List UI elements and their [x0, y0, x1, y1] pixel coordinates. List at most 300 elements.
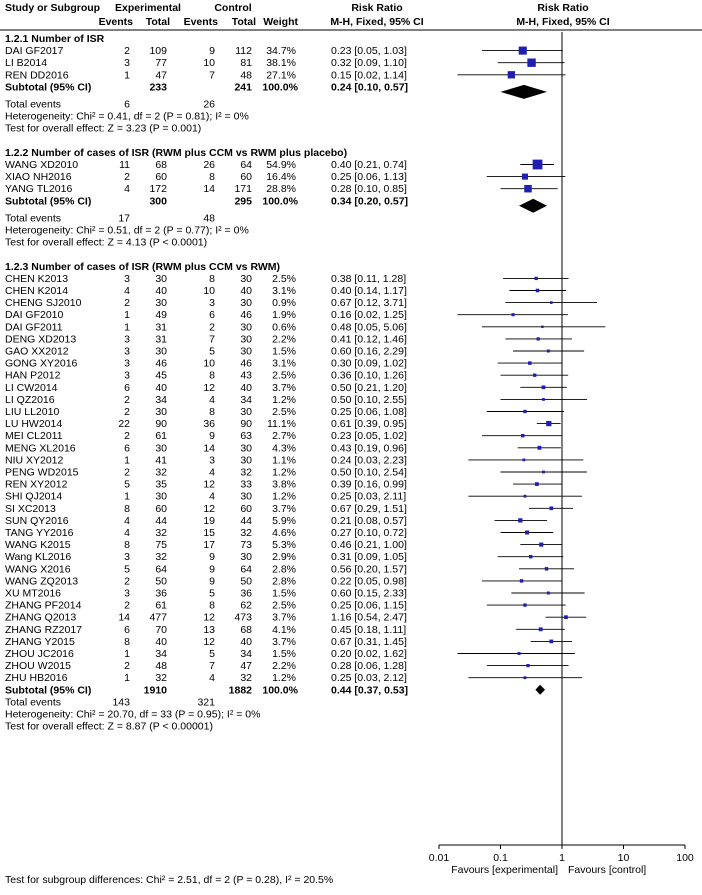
total-exp: 36 [155, 587, 167, 600]
total-exp: 50 [155, 575, 167, 588]
weight-value: 5.3% [272, 539, 296, 552]
study-name: YANG TL2016 [5, 183, 73, 196]
study-name: LI CW2014 [5, 381, 58, 394]
ci-value: 0.25 [0.06, 1.13] [331, 171, 407, 184]
events-exp: 8 [124, 635, 130, 648]
study-name: ZHANG Y2015 [5, 635, 75, 648]
total-exp: 90 [155, 418, 167, 431]
total-exp: 32 [155, 672, 167, 685]
total-events-ctl: 321 [197, 696, 215, 709]
study-marker [537, 337, 540, 340]
study-name: REN XY2012 [5, 478, 68, 491]
subtotal-total-ctl: 295 [234, 195, 252, 208]
events-ctl: 5 [209, 648, 215, 660]
total-ctl: 112 [235, 45, 252, 58]
events-ctl: 9 [209, 551, 215, 564]
study-marker [523, 603, 526, 606]
weight-value: 2.9% [272, 551, 296, 564]
events-exp: 3 [124, 369, 130, 382]
study-marker [539, 543, 543, 547]
events-ctl: 14 [203, 442, 215, 455]
study-marker [545, 567, 548, 570]
header-plot-title: Risk Ratio [537, 2, 589, 14]
header-control-label: Control [214, 2, 252, 14]
total-ctl: 30 [240, 321, 252, 334]
events-exp: 2 [124, 171, 130, 184]
subtotal-label: Subtotal (95% CI) [5, 81, 92, 94]
events-exp: 3 [124, 357, 130, 370]
x-tick-label: 10 [617, 852, 630, 864]
weight-value: 16.4% [266, 171, 296, 184]
study-marker [546, 421, 551, 426]
events-ctl: 12 [203, 611, 215, 624]
events-exp: 3 [124, 345, 130, 358]
events-exp: 2 [124, 45, 130, 58]
events-exp: 2 [124, 297, 130, 310]
header-events-exp: Events [98, 16, 133, 28]
total-exp: 49 [155, 309, 167, 322]
heterogeneity-text: Heterogeneity: Chi² = 20.70, df = 33 (P = 0.95); I² = 0% [5, 708, 261, 721]
ci-value: 0.31 [0.09, 1.05] [331, 551, 407, 564]
total-ctl: 36 [240, 587, 252, 600]
events-ctl: 9 [209, 430, 215, 443]
total-exp: 70 [155, 623, 167, 636]
ci-value: 0.25 [0.06, 1.15] [331, 599, 407, 612]
events-ctl: 9 [209, 563, 215, 576]
total-events-exp: 17 [118, 212, 130, 225]
study-name: DAI GF2017 [5, 45, 64, 58]
study-marker [529, 555, 532, 558]
study-marker [550, 301, 553, 304]
total-ctl: 40 [240, 635, 252, 648]
study-marker [521, 434, 524, 437]
header-study-label: Study or Subgroup [5, 2, 101, 14]
study-marker [539, 627, 543, 631]
events-ctl: 4 [209, 393, 215, 406]
events-exp: 4 [124, 183, 130, 196]
study-name: ZHU HB2016 [5, 672, 68, 685]
total-ctl: 48 [240, 69, 252, 82]
weight-value: 3.1% [272, 285, 296, 297]
total-events-exp: 143 [112, 696, 130, 709]
ci-value: 0.23 [0.05, 1.02] [331, 430, 407, 443]
weight-value: 2.5% [272, 406, 296, 418]
total-events-label: Total events [5, 98, 62, 111]
total-exp: 61 [155, 599, 167, 612]
events-exp: 3 [124, 57, 130, 70]
weight-value: 2.5% [272, 272, 296, 285]
total-ctl: 90 [240, 418, 252, 431]
events-ctl: 7 [209, 69, 215, 82]
events-ctl: 8 [209, 599, 215, 612]
events-ctl: 7 [209, 660, 215, 673]
events-exp: 6 [124, 381, 130, 394]
total-exp: 30 [155, 406, 167, 418]
study-name: WANG XD2010 [5, 159, 79, 171]
weight-value: 0.9% [272, 297, 296, 310]
events-ctl: 9 [209, 575, 215, 588]
weight-value: 3.7% [272, 502, 296, 515]
total-exp: 60 [155, 171, 167, 184]
study-name: ZHOU W2015 [5, 660, 71, 673]
total-ctl: 33 [240, 478, 252, 491]
subtotal-diamond [535, 685, 545, 695]
ci-value: 0.25 [0.03, 2.11] [331, 490, 407, 503]
events-exp: 5 [124, 563, 130, 576]
study-name: MEI CL2011 [5, 430, 63, 443]
total-ctl: 32 [240, 527, 252, 539]
weight-value: 4.3% [272, 442, 296, 455]
events-ctl: 4 [209, 490, 215, 503]
events-exp: 1 [124, 69, 130, 82]
weight-value: 1.5% [272, 648, 296, 660]
study-marker [524, 185, 532, 193]
total-exp: 46 [155, 357, 167, 370]
study-name: TANG YY2016 [5, 527, 74, 539]
weight-value: 38.1% [266, 57, 296, 70]
total-ctl: 34 [240, 648, 252, 660]
study-marker [526, 664, 529, 667]
weight-value: 0.6% [272, 321, 296, 334]
ci-value: 0.40 [0.21, 0.74] [331, 159, 407, 171]
total-exp: 40 [155, 285, 167, 297]
total-ctl: 68 [240, 623, 252, 636]
study-name: ZHANG RZ2017 [5, 623, 83, 636]
subtotal-weight: 100.0% [262, 684, 298, 697]
total-ctl: 50 [240, 575, 252, 588]
header-experimental-label: Experimental [115, 2, 181, 14]
events-ctl: 4 [209, 672, 215, 685]
weight-value: 3.1% [272, 357, 296, 370]
events-exp: 2 [124, 393, 130, 406]
weight-value: 3.7% [272, 381, 296, 394]
ci-value: 0.41 [0.12, 1.46] [331, 333, 407, 346]
total-exp: 75 [155, 539, 167, 552]
favours-left-label: Favours [experimental] [451, 864, 558, 876]
subgroup-test-text: Test for subgroup differences: Chi² = 2.51, df = 2 (P = 0.28), I² = 20.5% [5, 874, 334, 886]
events-ctl: 5 [209, 345, 215, 358]
weight-value: 27.1% [266, 69, 296, 82]
weight-value: 2.7% [272, 430, 296, 443]
study-name: REN DD2016 [5, 69, 69, 82]
total-exp: 30 [155, 345, 167, 358]
study-name: WANG ZQ2013 [5, 575, 79, 588]
events-ctl: 2 [209, 321, 215, 334]
study-marker [542, 471, 545, 474]
total-ctl: 60 [240, 171, 252, 184]
total-ctl: 30 [240, 345, 252, 358]
study-name: HAN P2012 [5, 369, 61, 382]
total-exp: 61 [155, 430, 167, 443]
ci-value: 0.67 [0.31, 1.45] [331, 635, 407, 648]
ci-value: 0.24 [0.03, 2.23] [331, 454, 407, 467]
subtotal-label: Subtotal (95% CI) [5, 195, 92, 208]
study-name: NIU XY2012 [5, 454, 64, 467]
ci-value: 0.28 [0.06, 1.28] [331, 660, 407, 673]
events-exp: 1 [124, 454, 130, 467]
weight-value: 11.1% [267, 418, 296, 431]
subgroup-title: 1.2.3 Number of cases of ISR (RWM plus CCM vs RWM) [5, 260, 280, 273]
events-ctl: 8 [209, 406, 215, 418]
events-ctl: 17 [203, 539, 215, 552]
total-ctl: 73 [240, 539, 252, 552]
total-exp: 172 [149, 183, 167, 196]
study-marker [508, 71, 515, 78]
events-ctl: 4 [209, 466, 215, 479]
ci-value: 0.50 [0.21, 1.20] [331, 381, 407, 394]
events-exp: 2 [124, 430, 130, 443]
events-ctl: 10 [203, 285, 215, 297]
events-exp: 1 [124, 490, 130, 503]
events-ctl: 8 [209, 369, 215, 382]
weight-value: 28.8% [266, 183, 296, 196]
x-tick-label: 0.1 [493, 852, 508, 864]
weight-value: 4.1% [272, 623, 296, 636]
study-marker [536, 289, 540, 293]
weight-value: 1.5% [272, 587, 296, 600]
ci-value: 0.36 [0.10, 1.26] [331, 369, 407, 382]
total-ctl: 63 [240, 430, 252, 443]
ci-value: 0.46 [0.21, 1.00] [331, 539, 407, 552]
total-ctl: 30 [240, 406, 252, 418]
subtotal-weight: 100.0% [262, 195, 298, 208]
study-marker [527, 59, 535, 67]
study-name: DENG XD2013 [5, 333, 77, 346]
total-exp: 60 [155, 502, 167, 515]
total-ctl: 43 [240, 369, 252, 382]
ci-value: 0.67 [0.12, 3.71] [331, 297, 407, 310]
study-marker [533, 374, 536, 377]
total-exp: 31 [155, 321, 167, 334]
weight-value: 3.8% [272, 478, 296, 491]
total-ctl: 30 [240, 297, 252, 310]
total-ctl: 171 [234, 183, 252, 196]
study-marker [522, 174, 528, 180]
header-rr-method: M-H, Fixed, 95% CI [330, 16, 424, 28]
subtotal-total-exp: 300 [149, 195, 167, 208]
total-ctl: 30 [240, 551, 252, 564]
weight-value: 34.7% [266, 45, 296, 58]
total-exp: 68 [155, 159, 167, 171]
study-name: SI XC2013 [5, 502, 56, 515]
events-ctl: 8 [209, 171, 215, 184]
events-exp: 2 [124, 660, 130, 673]
study-name: LU HW2014 [5, 418, 63, 431]
weight-value: 1.2% [272, 490, 296, 503]
total-exp: 30 [155, 272, 167, 285]
study-marker [535, 482, 539, 486]
ci-value: 0.32 [0.09, 1.10] [331, 57, 407, 70]
events-ctl: 26 [203, 159, 215, 171]
events-exp: 2 [124, 466, 130, 479]
total-events-ctl: 26 [203, 98, 215, 111]
ci-value: 0.60 [0.16, 2.29] [331, 345, 407, 358]
total-exp: 30 [155, 490, 167, 503]
weight-value: 2.5% [272, 369, 296, 382]
total-exp: 34 [155, 393, 167, 406]
header-rr-title: Risk Ratio [351, 2, 403, 14]
subtotal-diamond [519, 199, 547, 213]
study-name: XIAO NH2016 [5, 171, 72, 184]
events-exp: 11 [119, 159, 130, 171]
weight-value: 3.7% [272, 635, 296, 648]
header-weight: Weight [263, 16, 298, 28]
total-exp: 30 [155, 442, 167, 455]
events-exp: 1 [124, 672, 130, 685]
subtotal-total-exp: 1910 [143, 684, 167, 697]
total-ctl: 64 [240, 563, 252, 576]
events-exp: 3 [124, 551, 130, 564]
events-ctl: 9 [209, 45, 215, 58]
total-ctl: 30 [240, 454, 252, 467]
weight-value: 3.7% [272, 611, 296, 624]
ci-value: 0.16 [0.02, 1.25] [331, 309, 407, 322]
header-total-ctl: Total [231, 16, 256, 28]
events-ctl: 10 [203, 57, 215, 70]
study-name: LI QZ2016 [5, 393, 55, 406]
events-exp: 8 [124, 539, 130, 552]
header-plot-method: M-H, Fixed, 95% CI [516, 16, 610, 28]
study-name: WANG X2016 [5, 563, 71, 576]
events-exp: 8 [124, 502, 130, 515]
subtotal-diamond [501, 85, 547, 99]
events-exp: 6 [124, 442, 130, 455]
total-exp: 109 [149, 45, 167, 58]
header-total-exp: Total [145, 16, 170, 28]
total-exp: 64 [155, 563, 167, 576]
events-exp: 1 [124, 321, 130, 334]
overall-effect-text: Test for overall effect: Z = 4.13 (P < 0.0001) [5, 236, 208, 249]
x-tick-label: 1 [559, 852, 565, 864]
events-ctl: 12 [203, 381, 215, 394]
x-tick-label: 0.01 [428, 852, 450, 864]
ci-value: 0.50 [0.10, 2.55] [331, 393, 407, 406]
total-events-label: Total events [5, 212, 62, 225]
total-events-exp: 6 [124, 98, 130, 111]
events-exp: 14 [118, 611, 130, 624]
study-marker [564, 615, 568, 619]
study-marker [542, 385, 546, 389]
study-name: DAI GF2010 [5, 309, 64, 322]
weight-value: 1.2% [272, 466, 296, 479]
study-marker [520, 579, 523, 582]
ci-value: 0.15 [0.02, 1.14] [331, 69, 407, 82]
events-exp: 2 [124, 575, 130, 588]
total-exp: 34 [155, 648, 167, 660]
study-name: CHENG SJ2010 [5, 297, 82, 310]
events-ctl: 12 [203, 502, 215, 515]
events-exp: 4 [124, 285, 130, 297]
events-ctl: 19 [203, 514, 215, 527]
events-exp: 5 [124, 478, 130, 491]
ci-value: 0.28 [0.10, 0.85] [331, 183, 407, 196]
events-exp: 2 [124, 406, 130, 418]
weight-value: 1.5% [272, 345, 296, 358]
study-marker [525, 531, 529, 535]
subtotal-total-ctl: 1882 [228, 684, 252, 697]
events-ctl: 8 [209, 272, 215, 285]
events-ctl: 36 [203, 418, 215, 431]
subtotal-total-exp: 233 [149, 81, 167, 94]
total-exp: 47 [155, 69, 167, 82]
study-name: PENG WD2015 [5, 466, 79, 479]
ci-value: 1.16 [0.54, 2.47] [331, 611, 407, 624]
ci-value: 0.67 [0.29, 1.51] [331, 502, 407, 515]
total-ctl: 46 [240, 309, 252, 322]
total-exp: 32 [155, 551, 167, 564]
total-ctl: 30 [240, 490, 252, 503]
events-ctl: 10 [203, 357, 215, 370]
study-marker [549, 506, 553, 510]
total-exp: 48 [155, 660, 167, 673]
study-marker [528, 361, 532, 365]
total-ctl: 60 [240, 502, 252, 515]
total-exp: 30 [155, 297, 167, 310]
study-marker [542, 398, 545, 401]
total-ctl: 64 [240, 159, 252, 171]
study-name: WANG K2015 [5, 539, 71, 552]
weight-value: 5.9% [272, 514, 296, 527]
events-ctl: 5 [209, 587, 215, 600]
weight-value: 2.2% [272, 333, 296, 346]
ci-value: 0.25 [0.03, 2.12] [331, 672, 407, 685]
ci-value: 0.40 [0.14, 1.17] [331, 285, 407, 297]
study-marker [533, 160, 543, 170]
total-ctl: 40 [240, 381, 252, 394]
events-ctl: 6 [209, 309, 215, 322]
subtotal-label: Subtotal (95% CI) [5, 684, 92, 697]
study-marker [524, 676, 527, 679]
study-name: ZHOU JC2016 [5, 648, 74, 660]
events-exp: 2 [124, 599, 130, 612]
total-ctl: 32 [240, 672, 252, 685]
study-marker [538, 446, 542, 450]
events-exp: 3 [124, 272, 130, 285]
events-ctl: 15 [203, 527, 215, 539]
study-name: XU MT2016 [5, 587, 62, 600]
heterogeneity-text: Heterogeneity: Chi² = 0.51, df = 2 (P = 0.77); I² = 0% [5, 224, 249, 237]
favours-right-label: Favours [control] [568, 864, 647, 876]
study-marker [524, 495, 527, 498]
events-exp: 4 [124, 527, 130, 539]
study-name: CHEN K2014 [5, 285, 69, 297]
total-ctl: 44 [240, 514, 252, 527]
events-exp: 3 [124, 587, 130, 600]
ci-value: 0.38 [0.11, 1.28] [331, 272, 407, 285]
total-ctl: 30 [240, 272, 252, 285]
ci-value: 0.45 [0.18, 1.11] [331, 623, 407, 636]
total-events-ctl: 48 [203, 212, 215, 225]
study-marker [547, 592, 550, 595]
total-exp: 41 [155, 454, 167, 467]
ci-value: 0.22 [0.05, 0.98] [331, 575, 407, 588]
events-ctl: 12 [203, 478, 215, 491]
study-name: LI B2014 [5, 57, 48, 70]
weight-value: 1.2% [272, 672, 296, 685]
events-exp: 4 [124, 514, 130, 527]
ci-value: 0.60 [0.15, 2.33] [331, 587, 407, 600]
study-marker [518, 652, 521, 655]
total-exp: 31 [155, 333, 167, 346]
total-ctl: 30 [240, 333, 252, 346]
study-name: SUN QY2016 [5, 514, 69, 527]
total-exp: 35 [155, 478, 167, 491]
ci-value: 0.48 [0.05, 5.06] [331, 321, 407, 334]
overall-effect-text: Test for overall effect: Z = 3.23 (P = 0.001) [5, 122, 202, 135]
weight-value: 1.9% [272, 309, 296, 322]
study-name: SHI QJ2014 [5, 490, 63, 503]
overall-effect-text: Test for overall effect: Z = 8.87 (P < 0.00001) [5, 720, 213, 733]
